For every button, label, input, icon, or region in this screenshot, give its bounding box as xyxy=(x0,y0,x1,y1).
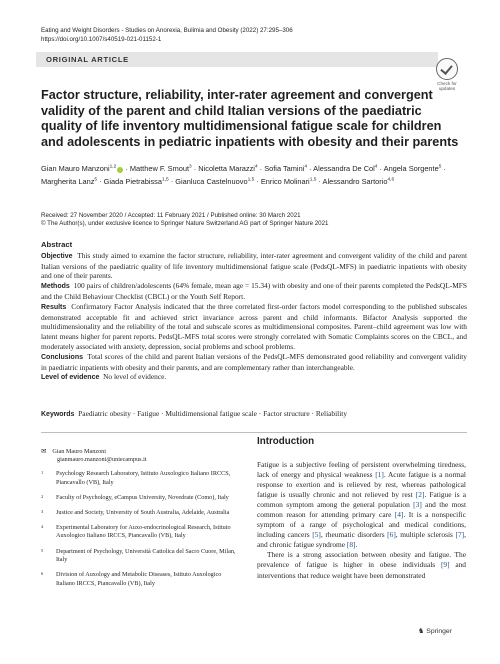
copyright-line: © The Author(s), under exclusive licence to Springer Nature Switzerland AG part of Springer Nature 2021 xyxy=(41,220,329,228)
affiliation: 6 Division of Auxology and Metabolic Diseases, Istituto Auxologico Italiano IRCCS, Piancavallo (VB), Italy xyxy=(41,571,222,587)
author[interactable]: Gian Mauro Manzoni$^{1,2}$ xyxy=(41,164,123,173)
citation-link[interactable]: [9] xyxy=(440,560,450,570)
author[interactable]: Margherita Lanz$^5$ xyxy=(41,176,98,186)
publisher-footer: ♞ Springer xyxy=(418,627,452,635)
orcid-icon[interactable] xyxy=(117,167,123,173)
affiliation: 5 Department of Psychology, Università Cattolica del Sacro Cuore, Milan, Italy xyxy=(41,547,236,564)
author[interactable]: Angela Sorgente$^5$ xyxy=(383,164,442,174)
affiliation: 3 Justice and Society, University of South Australia, Adelaide, Australia xyxy=(41,508,230,516)
affiliation: 1 Psychology Research Laboratory, Istituto Auxologico Italiano IRCCS, Piancavallo (VB), Italy xyxy=(41,470,231,486)
article-title: Factor structure, reliability, inter-rater agreement and convergent validity of the parent and child Italian versions of the paediatric quality of life inventory multidimensional fatigue scale for children and adolescents in pediatric inpatients with obesity and their parents xyxy=(41,88,459,149)
citation-link[interactable]: [5] xyxy=(312,530,321,540)
author[interactable]: Gianluca Castelnuovo$^{1,5}$ xyxy=(175,176,255,186)
intro-paragraph: Fatigue is a subjective feeling of persistent overwhelming tiredness, lack of energy and physical weakness [1]. Acute fatigue is a normal response to exertion and is relieved by rest, whereas pathological fatigue is usually chronic and not relieved by rest [2]. Fatigue is a common symptom among the general population [3] and the most common reason for attending primary care [4]. It is a nonspecific symptom of a range of psychological and medical conditions, including cancers [5], rheumatic disorders [6], multiple sclerosis [7], and chronic fatigue syndrome [8]. xyxy=(257,460,466,550)
citation-link[interactable]: [3] xyxy=(413,500,422,510)
abstract-heading: Abstract xyxy=(41,240,73,249)
keywords: Keywords Paediatric obesity · Fatigue · Multidimensional fatigue scale · Factor structure · Reliability xyxy=(41,409,348,418)
abstract-level-of-evidence: Level of evidence No level of evidence. xyxy=(41,372,167,382)
author-list: Gian Mauro Manzoni$^{1,2}$ · Matthew F. Smout$^3$ · Nicoletta Marazzi$^4$ · Sofia Tamini$^4$ · Alessandra De Col$^4$ · Angela Sorgente$^5$ · Margherita Lanz$^5$ · Giada Pietrabissa$^{1,5}$ · Gianluca Castelnuovo$^{1,5}$ · Enrico Molinari$^{1,5}$ · Alessandro Sartorio$^{4,6}$ xyxy=(41,164,446,186)
author[interactable]: Alessandro Sartorio$^{4,6}$ xyxy=(322,176,395,186)
citation-link[interactable]: [7] xyxy=(455,530,465,540)
introduction-heading: Introduction xyxy=(257,436,315,447)
corresponding-name: Gian Mauro Manzoni xyxy=(52,448,106,455)
corresponding-email[interactable]: gianmauro.manzoni@uniecampus.it xyxy=(57,456,147,464)
section-divider xyxy=(41,432,467,433)
citation-link[interactable]: [4] xyxy=(394,510,404,520)
publication-dates xyxy=(41,212,329,228)
corresponding-author xyxy=(41,447,241,464)
check-updates-label: Check for updates xyxy=(437,81,457,92)
abstract-methods: Methods 100 pairs of children/adolescents (64% female, mean age = 15.34) with obesity and one of their parents completed the PedsQL-MFS and the Child Behaviour Checklist (CBCL) or the Youth Self Report. xyxy=(41,281,468,301)
check-for-updates-button[interactable] xyxy=(430,58,464,91)
springer-logo-icon: ♞ xyxy=(418,627,425,635)
intro-paragraph: There is a strong association between obesity and fatigue. The prevalence of fatigue is higher in obese individuals [9] and interventions that reduce weight have been demonstrated xyxy=(257,550,466,580)
dates-line: Received: 27 November 2020 / Accepted: 11 February 2021 / Published online: 30 March 2021 xyxy=(41,212,301,219)
envelope-icon: ✉ xyxy=(41,447,47,455)
citation-link[interactable]: [1] xyxy=(375,470,384,480)
affiliation: 4 Experimental Laboratory for Auxo-endocrinological Research, Istituto Auxologico Italiano IRCCS, Piancavallo (VB), Italy xyxy=(41,523,231,540)
journal-citation: Eating and Weight Disorders - Studies on Anorexia, Bulimia and Obesity (2022) 27:295–306 xyxy=(41,27,293,34)
author[interactable]: Giada Pietrabissa$^{1,5}$ xyxy=(103,176,169,186)
author[interactable]: Matthew F. Smout$^3$ xyxy=(129,164,192,174)
doi-link[interactable]: https://doi.org/10.1007/s40519-021-01152-1 xyxy=(41,36,162,43)
abstract-results: Results Confirmatory Factor Analysis indicated that the three correlated first-order factors model corresponding to the published subscales demonstrated acceptable fit and achieved strict invariance across parent and child informants. Bifactor Analysis supported the multidimensionality and the reliability of the total and subscale scores as multidimensional composites. Parent–child agreement was low with latent means higher for parent reports. PedsQL-MFS total scores were strongly correlated with Somatic Complaints scores on the CBCL, and moderately associated with anxiety, depression, social problems and school problems. xyxy=(41,301,467,351)
author[interactable]: Sofia Tamini$^4$ xyxy=(264,164,307,174)
citation-link[interactable]: [8] xyxy=(346,540,356,550)
affiliation: 2 Faculty of Psychology, eCampus University, Novedrate (Como), Italy xyxy=(41,493,229,501)
affiliations-list xyxy=(41,470,241,595)
author[interactable]: Enrico Molinari$^{1,5}$ xyxy=(260,176,317,186)
abstract-conclusions: Conclusions Total scores of the child and parent Italian versions of the PedsQL-MFS demonstrated good reliability and convergent validity in paediatric inpatients with obesity and their parents, and are complementary rather than interchangeable. xyxy=(41,351,468,372)
article-type-badge: ORIGINAL ARTICLE xyxy=(36,52,438,67)
abstract-section xyxy=(41,240,467,383)
abstract-objective: Objective This study aimed to examine the factor structure, reliability, inter-rater agreement and convergent validity of the child and parent Italian versions of the paediatric quality of life inventory multidimensional fatigue scale (PedsQL-MFS) in paediatric inpatients with obesity and one of their parents. xyxy=(41,250,467,281)
citation-link[interactable]: [6] xyxy=(387,530,396,540)
author[interactable]: Nicoletta Marazzi$^4$ xyxy=(198,164,258,174)
citation-link[interactable]: [2] xyxy=(415,490,425,500)
check-updates-icon xyxy=(436,58,458,80)
author[interactable]: Alessandra De Col$^4$ xyxy=(313,164,378,174)
introduction-body xyxy=(257,460,466,581)
